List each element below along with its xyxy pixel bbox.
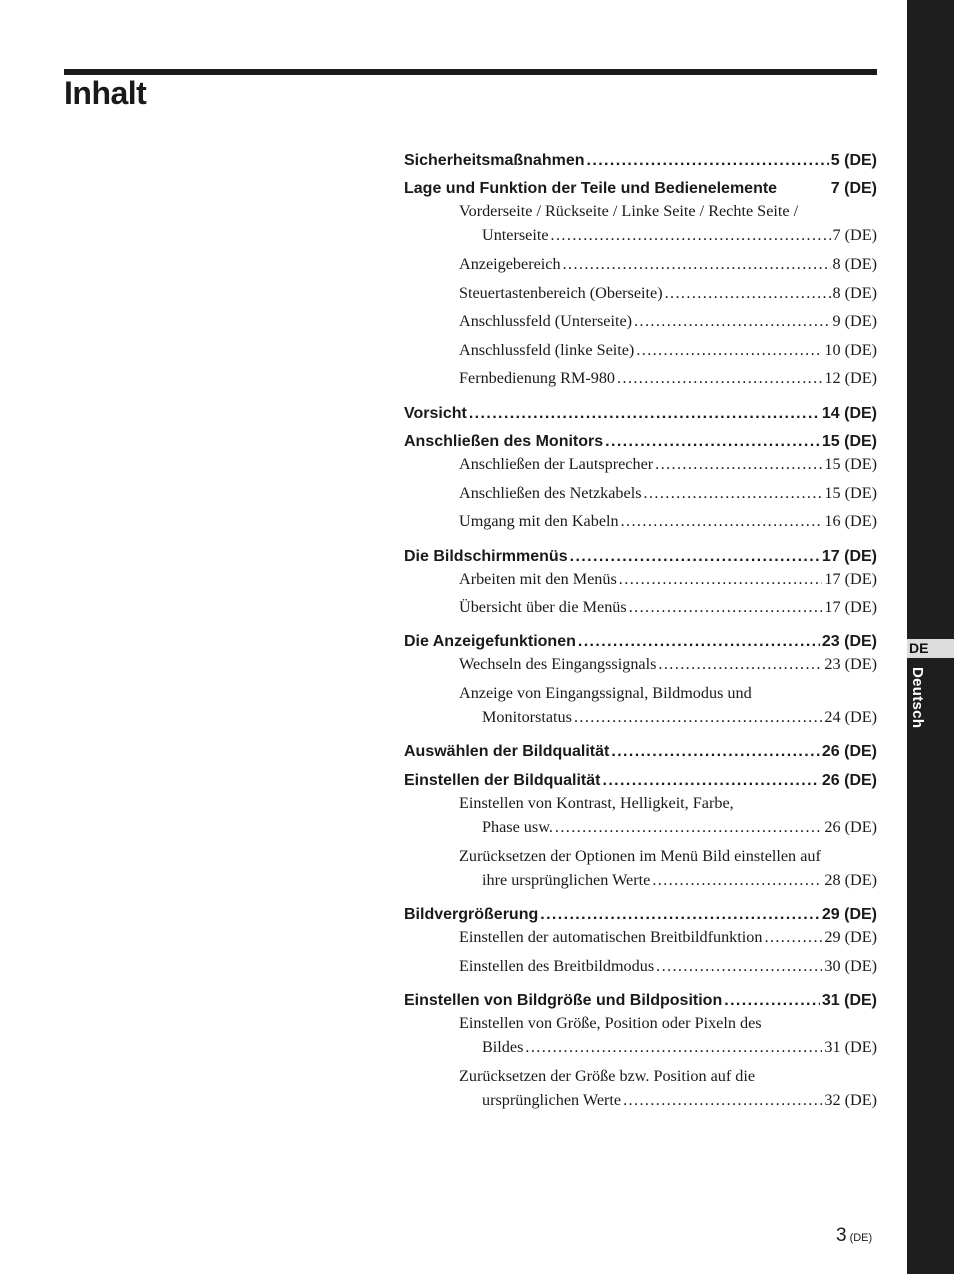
toc-entry-page: 8 (DE) [832, 254, 877, 273]
toc-entry-row [459, 312, 877, 331]
toc-subsection-entry[interactable] [404, 1010, 877, 1063]
toc-leader-dots [540, 905, 820, 924]
toc-entry-label: Umgang mit den Kabeln [459, 512, 619, 531]
toc-leader-dots [623, 1091, 822, 1110]
toc-entry-label: Sicherheitsmaßnahmen [404, 151, 585, 169]
toc-leader-dots [764, 928, 822, 947]
toc-section-entry[interactable] [404, 981, 877, 1010]
toc-subsection-entry[interactable] [404, 508, 877, 537]
toc-entry-row [459, 512, 877, 531]
language-code-badge: DE [907, 639, 954, 658]
toc-entry-label: Unterseite [482, 226, 549, 245]
toc-entry-row [459, 928, 877, 947]
toc-entry-label: Steuertastenbereich (Oberseite) [459, 283, 663, 302]
toc-subsection-entry[interactable] [404, 594, 877, 623]
toc-entry-row [459, 818, 877, 837]
language-side-tab [907, 0, 954, 1274]
toc-subsection-entry[interactable] [404, 451, 877, 480]
toc-leader-dots [644, 484, 823, 503]
toc-entry-label: Lage und Funktion der Teile und Bedienelemente [404, 180, 778, 198]
toc-entry-label-line: Zurücksetzen der Größe bzw. Position auf die [459, 1066, 756, 1085]
toc-entry-label: Einstellen der Bildqualität [404, 771, 601, 789]
toc-leader-dots [655, 455, 822, 474]
toc-leader-dots [563, 255, 831, 274]
toc-entry-label-line: Vorderseite / Rückseite / Linke Seite / Rechte Seite / [459, 202, 799, 221]
toc-entry-row [459, 341, 877, 360]
toc-subsection-entry[interactable] [404, 337, 877, 366]
toc-leader-dots [619, 570, 823, 589]
toc-entry-label: ursprünglichen Werte [482, 1090, 622, 1109]
toc-entry-row [459, 957, 877, 976]
toc-subsection-entry[interactable] [404, 365, 877, 394]
toc-entry-page: 7 (DE) [830, 180, 877, 198]
page-title: Inhalt [64, 75, 147, 111]
toc-section-entry[interactable] [404, 141, 877, 170]
toc-entry-label: Anschließen des Netzkabels [459, 483, 642, 502]
toc-entry-label: Wechseln des Eingangssignals [459, 655, 657, 674]
toc-entry-page: 8 (DE) [832, 283, 877, 302]
toc-entry-label: Anzeigebereich [459, 254, 561, 273]
toc-section-entry[interactable] [404, 537, 877, 566]
toc-entry-page: 7 (DE) [832, 226, 877, 245]
toc-entry-label-line: Zurücksetzen der Optionen im Menü Bild einstellen auf [459, 846, 821, 865]
toc-leader-dots [551, 226, 831, 245]
toc-entry-row [459, 655, 877, 674]
toc-entry-label: Fernbedienung RM-980 [459, 369, 616, 388]
toc-entry-page: 14 (DE) [821, 404, 877, 422]
toc-entry-page: 15 (DE) [821, 433, 877, 451]
toc-subsection-entry[interactable] [404, 480, 877, 509]
toc-leader-dots [469, 404, 820, 423]
toc-subsection-entry[interactable] [404, 280, 877, 309]
toc-subsection-entry[interactable] [404, 198, 877, 251]
toc-entry-row [459, 369, 877, 388]
toc-leader-dots [665, 284, 831, 303]
toc-entry-label: Monitorstatus [482, 707, 572, 726]
toc-entry-page: 12 (DE) [824, 369, 877, 388]
toc-entry-row [459, 1038, 877, 1057]
toc-entry-row [459, 708, 877, 727]
toc-entry-page: 9 (DE) [832, 312, 877, 331]
toc-entry-page: 17 (DE) [824, 598, 877, 617]
toc-leader-dots [555, 818, 823, 837]
toc-entry-label: Bildes [482, 1037, 524, 1056]
toc-entry-label: Anschlussfeld (Unterseite) [459, 312, 633, 331]
toc-section-entry[interactable] [404, 733, 877, 762]
toc-entry-page: 26 (DE) [821, 743, 877, 761]
toc-entry-row [459, 226, 877, 245]
toc-subsection-entry[interactable] [404, 651, 877, 680]
page-number-value: 3 [836, 1225, 847, 1246]
toc-entry-label: Einstellen des Breitbildmodus [459, 956, 655, 975]
toc-entry-label: Anschließen der Lautsprecher [459, 455, 654, 474]
toc-entry-label: Anschließen des Monitors [404, 433, 604, 451]
toc-subsection-entry[interactable] [404, 953, 877, 982]
toc-entry-label: Einstellen der automatischen Breitbildfunktion [459, 928, 763, 947]
toc-subsection-entry[interactable] [404, 790, 877, 843]
toc-entry-row [459, 598, 877, 617]
toc-entry-row [459, 484, 877, 503]
toc-leader-dots [658, 655, 822, 674]
toc-entry-label: Anschlussfeld (linke Seite) [459, 340, 635, 359]
toc-entry-page: 10 (DE) [824, 340, 877, 359]
toc-entry-row [459, 284, 877, 303]
toc-section-entry[interactable] [404, 423, 877, 452]
toc-section-entry[interactable] [404, 394, 877, 423]
toc-entry-page: 31 (DE) [824, 1037, 877, 1056]
toc-entry-page: 16 (DE) [824, 512, 877, 531]
toc-leader-dots [656, 957, 822, 976]
toc-section-entry[interactable] [404, 170, 877, 199]
toc-leader-dots [634, 312, 830, 331]
toc-entry-page: 23 (DE) [821, 633, 877, 651]
toc-entry-row [459, 1091, 877, 1110]
toc-leader-dots [621, 512, 823, 531]
toc-subsection-entry[interactable] [404, 566, 877, 595]
toc-entry-label: Die Bildschirmmenüs [404, 547, 568, 565]
toc-entry-label: Auswählen der Bildqualität [404, 743, 610, 761]
toc-entry-label: Die Anzeigefunktionen [404, 633, 576, 651]
table-of-contents [404, 141, 877, 1115]
toc-subsection-entry[interactable] [404, 843, 877, 896]
toc-entry-row [459, 871, 877, 890]
toc-leader-dots [636, 341, 822, 360]
toc-entry-page: 23 (DE) [824, 655, 877, 674]
toc-section-entry[interactable] [404, 895, 877, 924]
toc-leader-dots [602, 771, 819, 790]
toc-entry-page: 32 (DE) [824, 1090, 877, 1109]
toc-entry-label: Einstellen von Bildgröße und Bildposition [404, 991, 723, 1009]
toc-entry-page: 31 (DE) [821, 991, 877, 1009]
toc-entry-row [459, 255, 877, 274]
toc-entry-page: 24 (DE) [824, 707, 877, 726]
language-label: Deutsch [909, 667, 926, 729]
toc-entry-row [459, 455, 877, 474]
toc-entry-page: 17 (DE) [821, 547, 877, 565]
toc-leader-dots [652, 871, 822, 890]
toc-subsection-entry[interactable] [404, 251, 877, 280]
toc-entry-label: Phase usw. [482, 817, 553, 836]
toc-entry-label: Bildvergrößerung [404, 906, 539, 924]
toc-entry-page: 30 (DE) [824, 956, 877, 975]
toc-entry-page: 5 (DE) [830, 151, 877, 169]
toc-leader-dots [587, 151, 829, 170]
toc-leader-dots [574, 708, 822, 727]
page-number [836, 1225, 872, 1247]
toc-leader-dots [724, 991, 820, 1010]
toc-leader-dots [617, 369, 822, 388]
toc-entry-page: 26 (DE) [824, 817, 877, 836]
toc-subsection-entry[interactable] [404, 680, 877, 733]
toc-leader-dots [525, 1038, 822, 1057]
toc-entry-page: 15 (DE) [824, 483, 877, 502]
toc-entry-label: Übersicht über die Menüs [459, 598, 627, 617]
toc-entry-label-line: Einstellen von Größe, Position oder Pixeln des [459, 1013, 762, 1032]
toc-subsection-entry[interactable] [404, 308, 877, 337]
toc-entry-label: Arbeiten mit den Menüs [459, 569, 617, 588]
toc-entry-label: ihre ursprünglichen Werte [482, 870, 651, 889]
toc-leader-dots [578, 632, 820, 651]
toc-section-entry[interactable] [404, 623, 877, 652]
toc-leader-dots [611, 742, 820, 761]
toc-subsection-entry[interactable] [404, 1063, 877, 1116]
toc-entry-page: 28 (DE) [824, 870, 877, 889]
toc-leader-dots [605, 432, 820, 451]
toc-entry-label: Vorsicht [404, 404, 467, 422]
toc-leader-dots [629, 598, 823, 617]
toc-section-entry[interactable] [404, 761, 877, 790]
toc-entry-label-line: Einstellen von Kontrast, Helligkeit, Farbe, [459, 793, 734, 812]
toc-entry-page: 26 (DE) [821, 771, 877, 789]
toc-entry-page: 29 (DE) [821, 906, 877, 924]
toc-entry-page: 29 (DE) [824, 928, 877, 947]
toc-entry-row [459, 570, 877, 589]
page-number-suffix: (DE) [849, 1232, 873, 1244]
toc-entry-page: 15 (DE) [824, 455, 877, 474]
toc-leader-dots [570, 547, 820, 566]
toc-entry-page: 17 (DE) [824, 569, 877, 588]
toc-subsection-entry[interactable] [404, 924, 877, 953]
toc-entry-label-line: Anzeige von Eingangssignal, Bildmodus und [459, 683, 752, 702]
title-rule [64, 69, 877, 75]
